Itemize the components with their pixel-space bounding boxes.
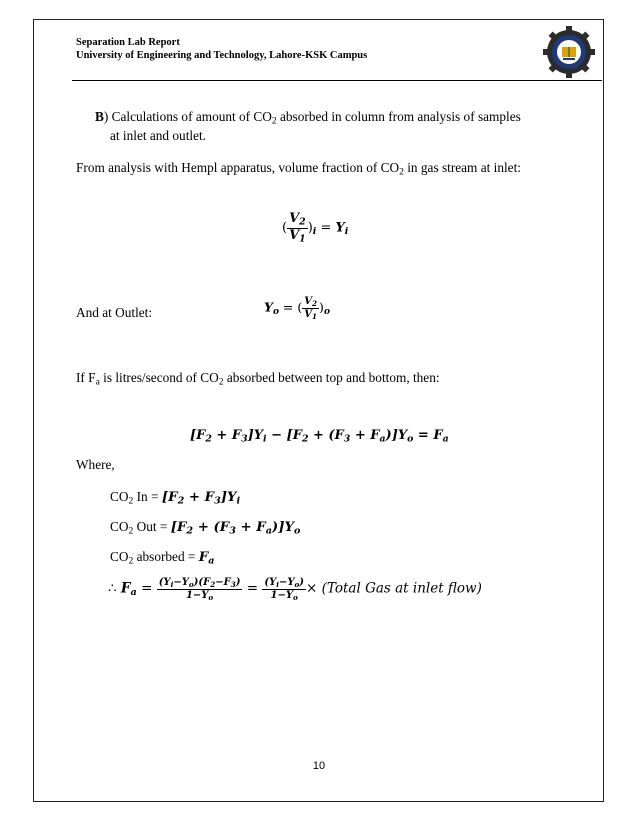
page-number: 10 — [312, 760, 326, 772]
header-institution: University of Engineering and Technology, Lahore-KSK Campus — [76, 50, 368, 61]
university-seal-icon — [543, 26, 595, 78]
header-title: Separation Lab Report — [76, 37, 180, 48]
paragraph-inlet: From analysis with Hempl apparatus, volume fraction of $CO_2$ in gas stream at inlet: — [76, 160, 521, 178]
equation-final-fa: ∴ $F_a$ = $\frac{(Y_i-Y_o)(F_2-F_3)}{1-Y_o}$ = $\frac{(Y_i-Y_o)}{1-Y_o}$ × (Total Gas at inlet flow) — [108, 577, 482, 602]
section-heading-line2: at inlet and outlet. — [110, 128, 207, 143]
header-divider — [72, 80, 602, 81]
page-header — [76, 36, 556, 62]
equation-outlet-fraction: $Y_o$ = ( $\frac{V_2}{V_1}$ )$_o$ — [264, 296, 330, 321]
where-label: Where, — [76, 457, 115, 472]
co2-in-line: $CO_2$ $In = [F_2 + F_3]Y_i$ — [110, 489, 241, 507]
equation-inlet-fraction: ( $\frac{V_2}{V_1}$ )$_i = Y_i$ — [282, 211, 349, 244]
co2-out-line: $CO_2$ Out = $[F_2 + (F_3 + F_a)]Y_o$ — [110, 519, 301, 537]
equation-balance: $[F_2 + F_3]Y_i - [F_2 + (F_3 + F_a)]Y_o = F_a$ — [190, 428, 449, 445]
outlet-label: And at Outlet: — [76, 305, 153, 320]
co2-absorbed-line: $CO_2$ absorbed = $F_a$ — [110, 549, 215, 567]
paragraph-fa-definition: If $F_a$ is litres/second of $CO_2$ absorbed between top and bottom, then: — [76, 370, 440, 388]
section-heading: B) Calculations of amount of $CO_2$ absorbed in column from analysis of samples — [95, 109, 521, 127]
section-label: B — [95, 109, 104, 124]
